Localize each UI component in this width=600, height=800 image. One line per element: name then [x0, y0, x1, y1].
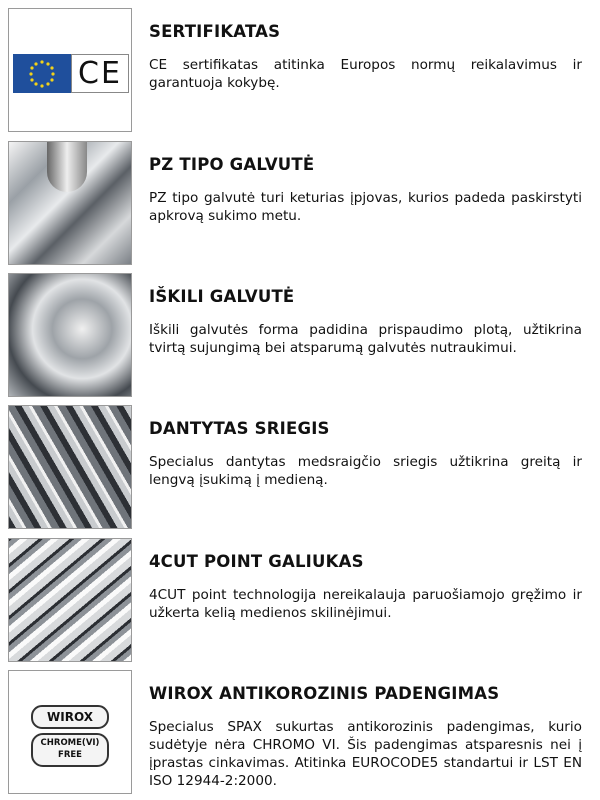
raised-head-photo	[8, 273, 132, 397]
feature-serrated-thread	[0, 405, 600, 531]
ce-eu-logo	[8, 8, 132, 132]
wirox-logo: WIROX CHROME(VI) FREE	[8, 670, 132, 794]
feature-title: SERTIFIKATAS	[149, 22, 281, 41]
feature-title: IŠKILI GALVUTĖ	[149, 287, 295, 306]
feature-title: WIROX ANTIKOROZINIS PADENGIMAS	[149, 684, 500, 703]
feature-pz-head	[0, 141, 600, 267]
feature-title: 4CUT POINT GALIUKAS	[149, 552, 364, 571]
serrated-thread-photo	[8, 405, 132, 529]
ce-mark: CE	[71, 54, 129, 93]
feature-description: Specialus dantytas medsraigčio sriegis užtikrina greitą ir lengvą įsukimą į medieną.	[149, 454, 582, 488]
feature-title: PZ TIPO GALVUTĖ	[149, 155, 315, 174]
pz-head-photo	[8, 141, 132, 265]
feature-description: 4CUT point technologija nereikalauja paruošiamojo gręžimo ir užkerta kelią medienos skilinėjimui.	[149, 587, 582, 621]
feature-title: DANTYTAS SRIEGIS	[149, 419, 330, 438]
feature-description: PZ tipo galvutė turi keturias įpjovas, kurios padeda paskirstyti apkrovą sukimo metu.	[149, 190, 582, 224]
feature-4cut-point	[0, 538, 600, 664]
feature-description: Iškili galvutės forma padidina prispaudimo plotą, užtikrina tvirtą sujungimą bei atsparumą galvutės nutraukimui.	[149, 322, 582, 356]
feature-description: CE sertifikatas atitinka Europos normų reikalavimus ir garantuoja kokybę.	[149, 57, 582, 91]
feature-raised-head	[0, 273, 600, 399]
eu-flag-icon	[13, 54, 71, 93]
feature-wirox-coating	[0, 670, 600, 796]
feature-certificate	[0, 8, 600, 134]
feature-description: Specialus SPAX sukurtas antikorozinis padengimas, kurio sudėtyje nėra CHROMO VI. Šis padengimas atsparesnis nei į įprastas cinkavimas. Atitinka EUROCODE5 standartui ir LST EN ISO 12944-2:2000.	[149, 719, 582, 789]
4cut-point-photo	[8, 538, 132, 662]
